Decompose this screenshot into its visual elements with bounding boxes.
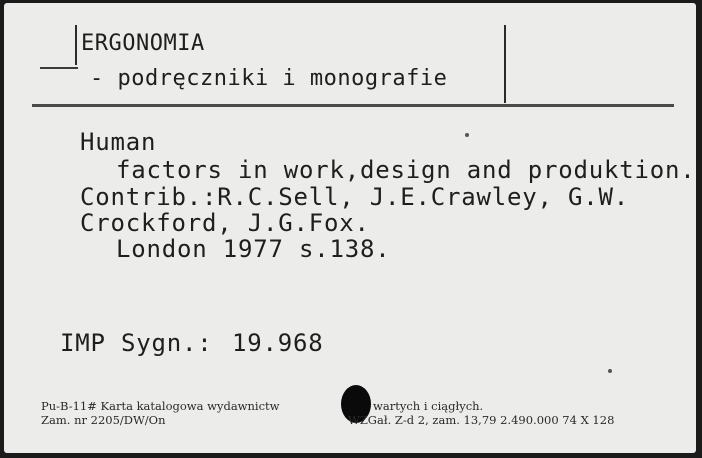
speck <box>608 369 612 373</box>
header-right-rule <box>504 25 506 103</box>
header-left-rule <box>75 25 77 65</box>
subject-heading: ERGONOMIA <box>81 31 205 56</box>
header-left-tick <box>40 67 78 69</box>
catalog-card <box>4 3 696 453</box>
contributors-line-1: Contrib.:R.C.Sell, J.E.Crawley, G.W. <box>80 183 629 211</box>
subject-subheading: - podręczniki i monografie <box>90 66 448 91</box>
footer-line-1-right: wartych i ciągłych. <box>373 399 484 413</box>
footer-line-2-left: Zam. nr 2205/DW/On <box>41 413 166 427</box>
title-line-2: factors in work,design and produktion. <box>116 156 696 184</box>
footer-line-1-left: Pu-B-11# Karta katalogowa wydawnictw <box>41 399 280 413</box>
contributors-line-2: Crockford, J.G.Fox. <box>80 209 370 237</box>
title-line-1: Human <box>80 128 157 156</box>
signature-label: IMP Sygn.: <box>60 329 213 357</box>
footer-line-2-right: WZGał. Z-d 2, zam. 13,79 2.490.000 74 X 128 <box>348 413 615 427</box>
speck <box>465 133 469 137</box>
imprint-line: London 1977 s.138. <box>116 235 391 263</box>
signature-value: 19.968 <box>232 329 324 357</box>
header-bottom-rule <box>32 104 674 107</box>
